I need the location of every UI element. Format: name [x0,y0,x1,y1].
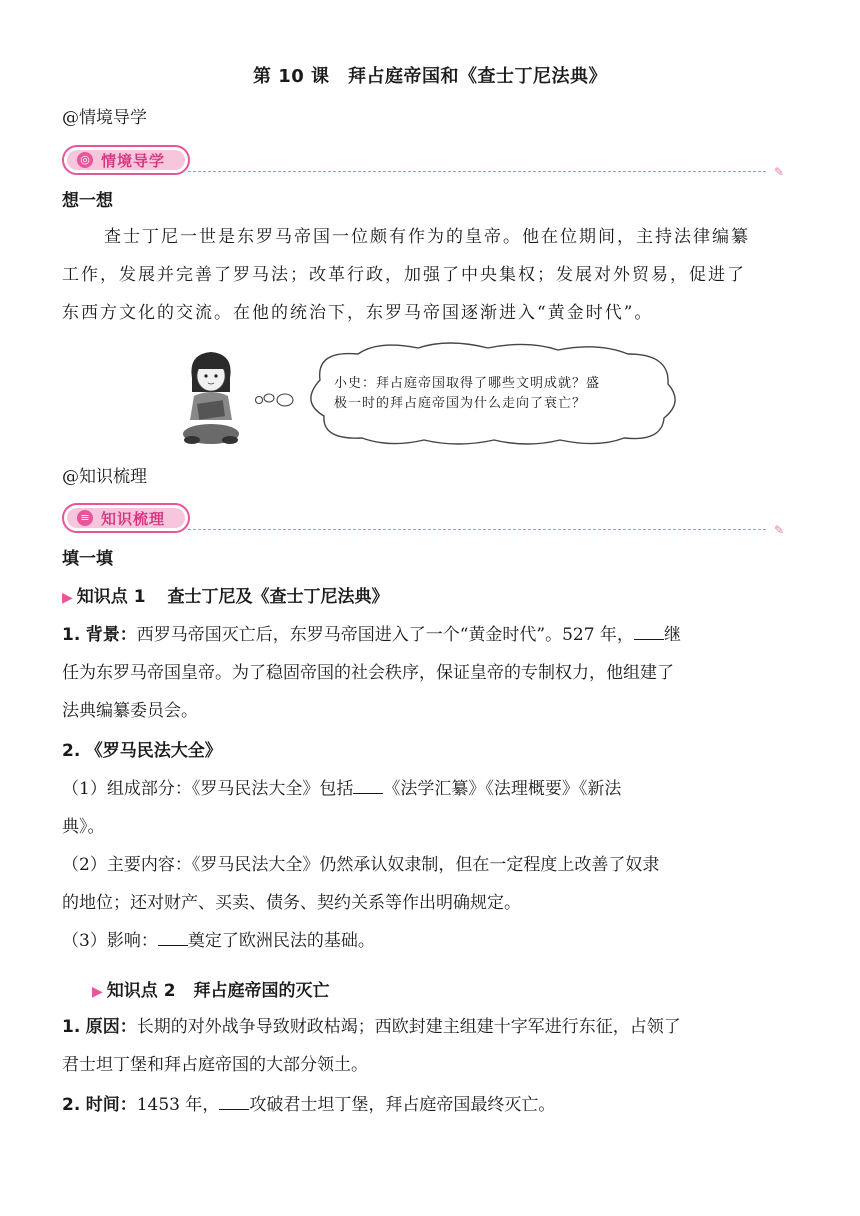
item-label: 时间： [85,1095,137,1115]
section-label: 情境导学 [101,151,166,170]
kp-label: 知识点 1 [76,587,146,607]
tag-situation: @情境导学 [62,108,147,128]
section-label: 知识梳理 [101,509,166,528]
knowledge-point-1 [62,582,389,607]
girl-reading-illustration [178,348,244,448]
item-civil-law [62,732,797,960]
paragraph-line: 东西方文化的交流。在他的统治下，东罗马帝国逐渐进入“黄金时代”。 [62,303,654,323]
tag-knowledge: @知识梳理 [62,467,147,487]
paragraph-line: 工作，发展并完善了罗马法；改革行政，加强了中央集权；发展对外贸易，促进了 [62,265,746,285]
item-number: 1. [62,1017,81,1037]
layers-icon: ≡ [77,510,93,526]
bubble-line: 小史：拜占庭帝国取得了哪些文明成就？盛 [334,376,601,391]
section-header-situation [62,145,784,179]
paragraph-line: 查士丁尼一世是东罗马帝国一位颇有作为的皇帝。他在位期间，主持法律编纂 [104,227,750,247]
item-number: 1. [62,625,81,645]
kp-label: 知识点 2 [106,981,176,1001]
section-badge [62,145,190,175]
item-label: 原因： [85,1017,137,1037]
think-heading: 想一想 [62,191,113,211]
item-text: 法典编纂委员会。 [62,701,198,721]
answer-blank[interactable] [634,623,664,640]
item-text: 的地位；还对财产、买卖、债务、契约关系等作出明确规定。 [62,893,521,913]
item-text: 君士坦丁堡和拜占庭帝国的大部分领土。 [62,1055,368,1075]
item-text: 西罗马帝国灭亡后，东罗马帝国进入了一个“黄金时代”。527 年， [136,625,634,645]
item-text: 典》。 [62,817,105,837]
item-text: （2）主要内容：《罗马民法大全》仍然承认奴隶制，但在一定程度上改善了奴隶 [62,855,660,875]
item-time [62,1086,797,1124]
think-paragraph [62,218,792,332]
target-icon: ◎ [77,152,93,168]
item-text: （1）组成部分：《罗马民法大全》包括 [62,779,354,799]
section-header-knowledge [62,503,784,537]
kp-title: 查士丁尼及《查士丁尼法典》 [167,587,389,607]
item-text: （3）影响： [62,931,158,951]
item-cause [62,1008,797,1084]
knowledge-point-2 [92,976,330,1001]
fill-heading: 填一填 [62,549,113,569]
bubble-line: 极一时的拜占庭帝国为什么走向了衰亡？ [334,396,587,411]
pencil-icon: ✎ [773,523,784,537]
answer-blank[interactable] [353,777,383,794]
item-number: 2. [62,1095,81,1115]
kp-title: 拜占庭帝国的灭亡 [193,981,330,1001]
answer-blank[interactable] [219,1093,249,1110]
section-badge [62,503,190,533]
item-text: 继 [663,625,681,645]
item-text: 《法学汇纂》《法理概要》《新法 [383,779,622,799]
pencil-icon: ✎ [773,165,784,179]
section-divider [188,171,766,172]
thought-bubble [298,340,684,448]
item-label: 背景： [85,625,137,645]
answer-blank[interactable] [158,929,188,946]
item-number: 2. [62,741,81,761]
item-background [62,616,797,730]
item-text: 奠定了欧洲民法的基础。 [187,931,375,951]
triangle-icon: ▶ [62,590,73,606]
item-label: 《罗马民法大全》 [85,741,222,761]
item-text: 长期的对外战争导致财政枯竭；西欧封建主组建十字军进行东征，占领了 [136,1017,681,1037]
thought-dots [254,388,298,410]
bubble-text [334,374,664,414]
item-text: 1453 年， [136,1095,220,1115]
triangle-icon: ▶ [92,984,103,1000]
item-text: 攻破君士坦丁堡，拜占庭帝国最终灭亡。 [249,1095,556,1115]
page-title: 第 10 课 拜占庭帝国和《查士丁尼法典》 [252,66,608,87]
item-text: 任为东罗马帝国皇帝。为了稳固帝国的社会秩序，保证皇帝的专制权力，他组建了 [62,663,674,683]
section-divider [188,529,766,530]
